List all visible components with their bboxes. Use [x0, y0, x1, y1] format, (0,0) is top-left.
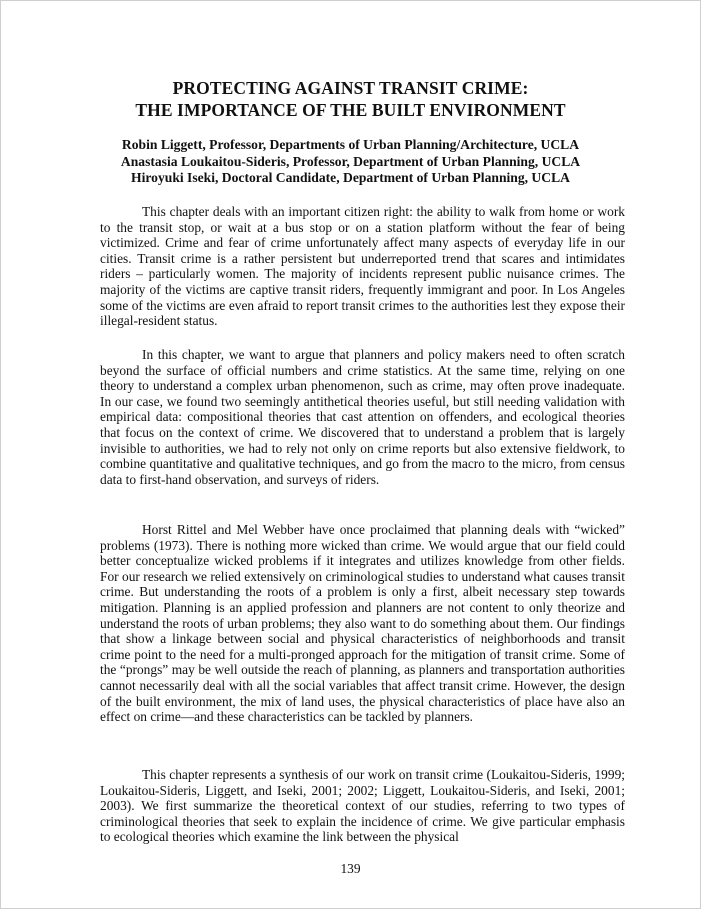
author-line: Robin Liggett, Professor, Departments of Urban Planning/Architecture, UCLA	[121, 137, 580, 152]
body-paragraph: In this chapter, we want to argue that planners and policy makers need to often scratch beyond the surface of official numbers and crime statistics. At the same time, relying on one theory to understand a complex urban phenomenon, such as crime, may often prove inadequate. In our case, we found two seemingly antithetical theories useful, but still needing validation with empirical data: compositional theories that cast attention on offenders, and ecological theories that focus on the context of crime. We discovered that to understand a problem that is largely invisible to authorities, we had to rely not only on crime reports but also extensive fieldwork, to combine quantitative and qualitative techniques, and go from the macro to the micro, from census data to first-hand observation, and surveys of riders.	[100, 347, 625, 487]
author-list	[1, 137, 700, 187]
body-paragraph: Horst Rittel and Mel Webber have once proclaimed that planning deals with “wicked” problems (1973). There is nothing more wicked than crime. We would argue that our field could better conceptualize wicked problems if it integrates and utilizes knowledge from other fields. For our research we relied extensively on criminological studies to understand what causes transit crime. But understanding the roots of a problem is only a first, albeit necessary step towards mitigation. Planning is an applied profession and planners are not content to only theorize and understand the roots of urban problems; they also want to do something about them. Our findings that show a linkage between social and physical characteristics of neighborhoods and transit crime point to the need for a multi-pronged approach for the mitigation of transit crime. Some of the “prongs” may be well outside the reach of planning, as planners and transportation authorities cannot necessarily deal with all the social variables that affect transit crime. However, the design of the built environment, the mix of land uses, the physical characteristics of place have also an effect on crime—and these characteristics can be tackled by planners.	[100, 522, 625, 725]
author-line: Hiroyuki Iseki, Doctoral Candidate, Department of Urban Planning, UCLA	[131, 170, 570, 185]
body-paragraph: This chapter deals with an important citizen right: the ability to walk from home or work to the transit stop, or wait at a bus stop or on a station platform without the fear of being victimized. Crime and fear of crime unfortunately affect many aspects of everyday life in our cities. Transit crime is a rather persistent but underreported trend that scares and intimidates riders – particularly women. The majority of incidents represent public nuisance crimes. The majority of the victims are captive transit riders, frequently immigrant and poor. In Los Angeles some of the victims are even afraid to report transit crimes to the authorities lest they expose their illegal-resident status.	[100, 204, 625, 329]
chapter-title-line-1: PROTECTING AGAINST TRANSIT CRIME:	[172, 78, 529, 98]
chapter-title-line-2: THE IMPORTANCE OF THE BUILT ENVIRONMENT	[135, 100, 566, 120]
body-paragraph: This chapter represents a synthesis of our work on transit crime (Loukaitou-Sideris, 1999; Loukaitou-Sideris, Liggett, and Iseki, 2001; 2002; Liggett, Loukaitou-Sideris, and Iseki, 2001; 2003). We first summarize the theoretical context of our studies, referring to two types of criminological theories that seek to explain the incidence of crime. We give particular emphasis to ecological theories which examine the link between the physical	[100, 767, 625, 845]
page-number: 139	[340, 861, 361, 876]
chapter-title	[1, 77, 700, 121]
author-line: Anastasia Loukaitou-Sideris, Professor, Department of Urban Planning, UCLA	[120, 153, 581, 169]
